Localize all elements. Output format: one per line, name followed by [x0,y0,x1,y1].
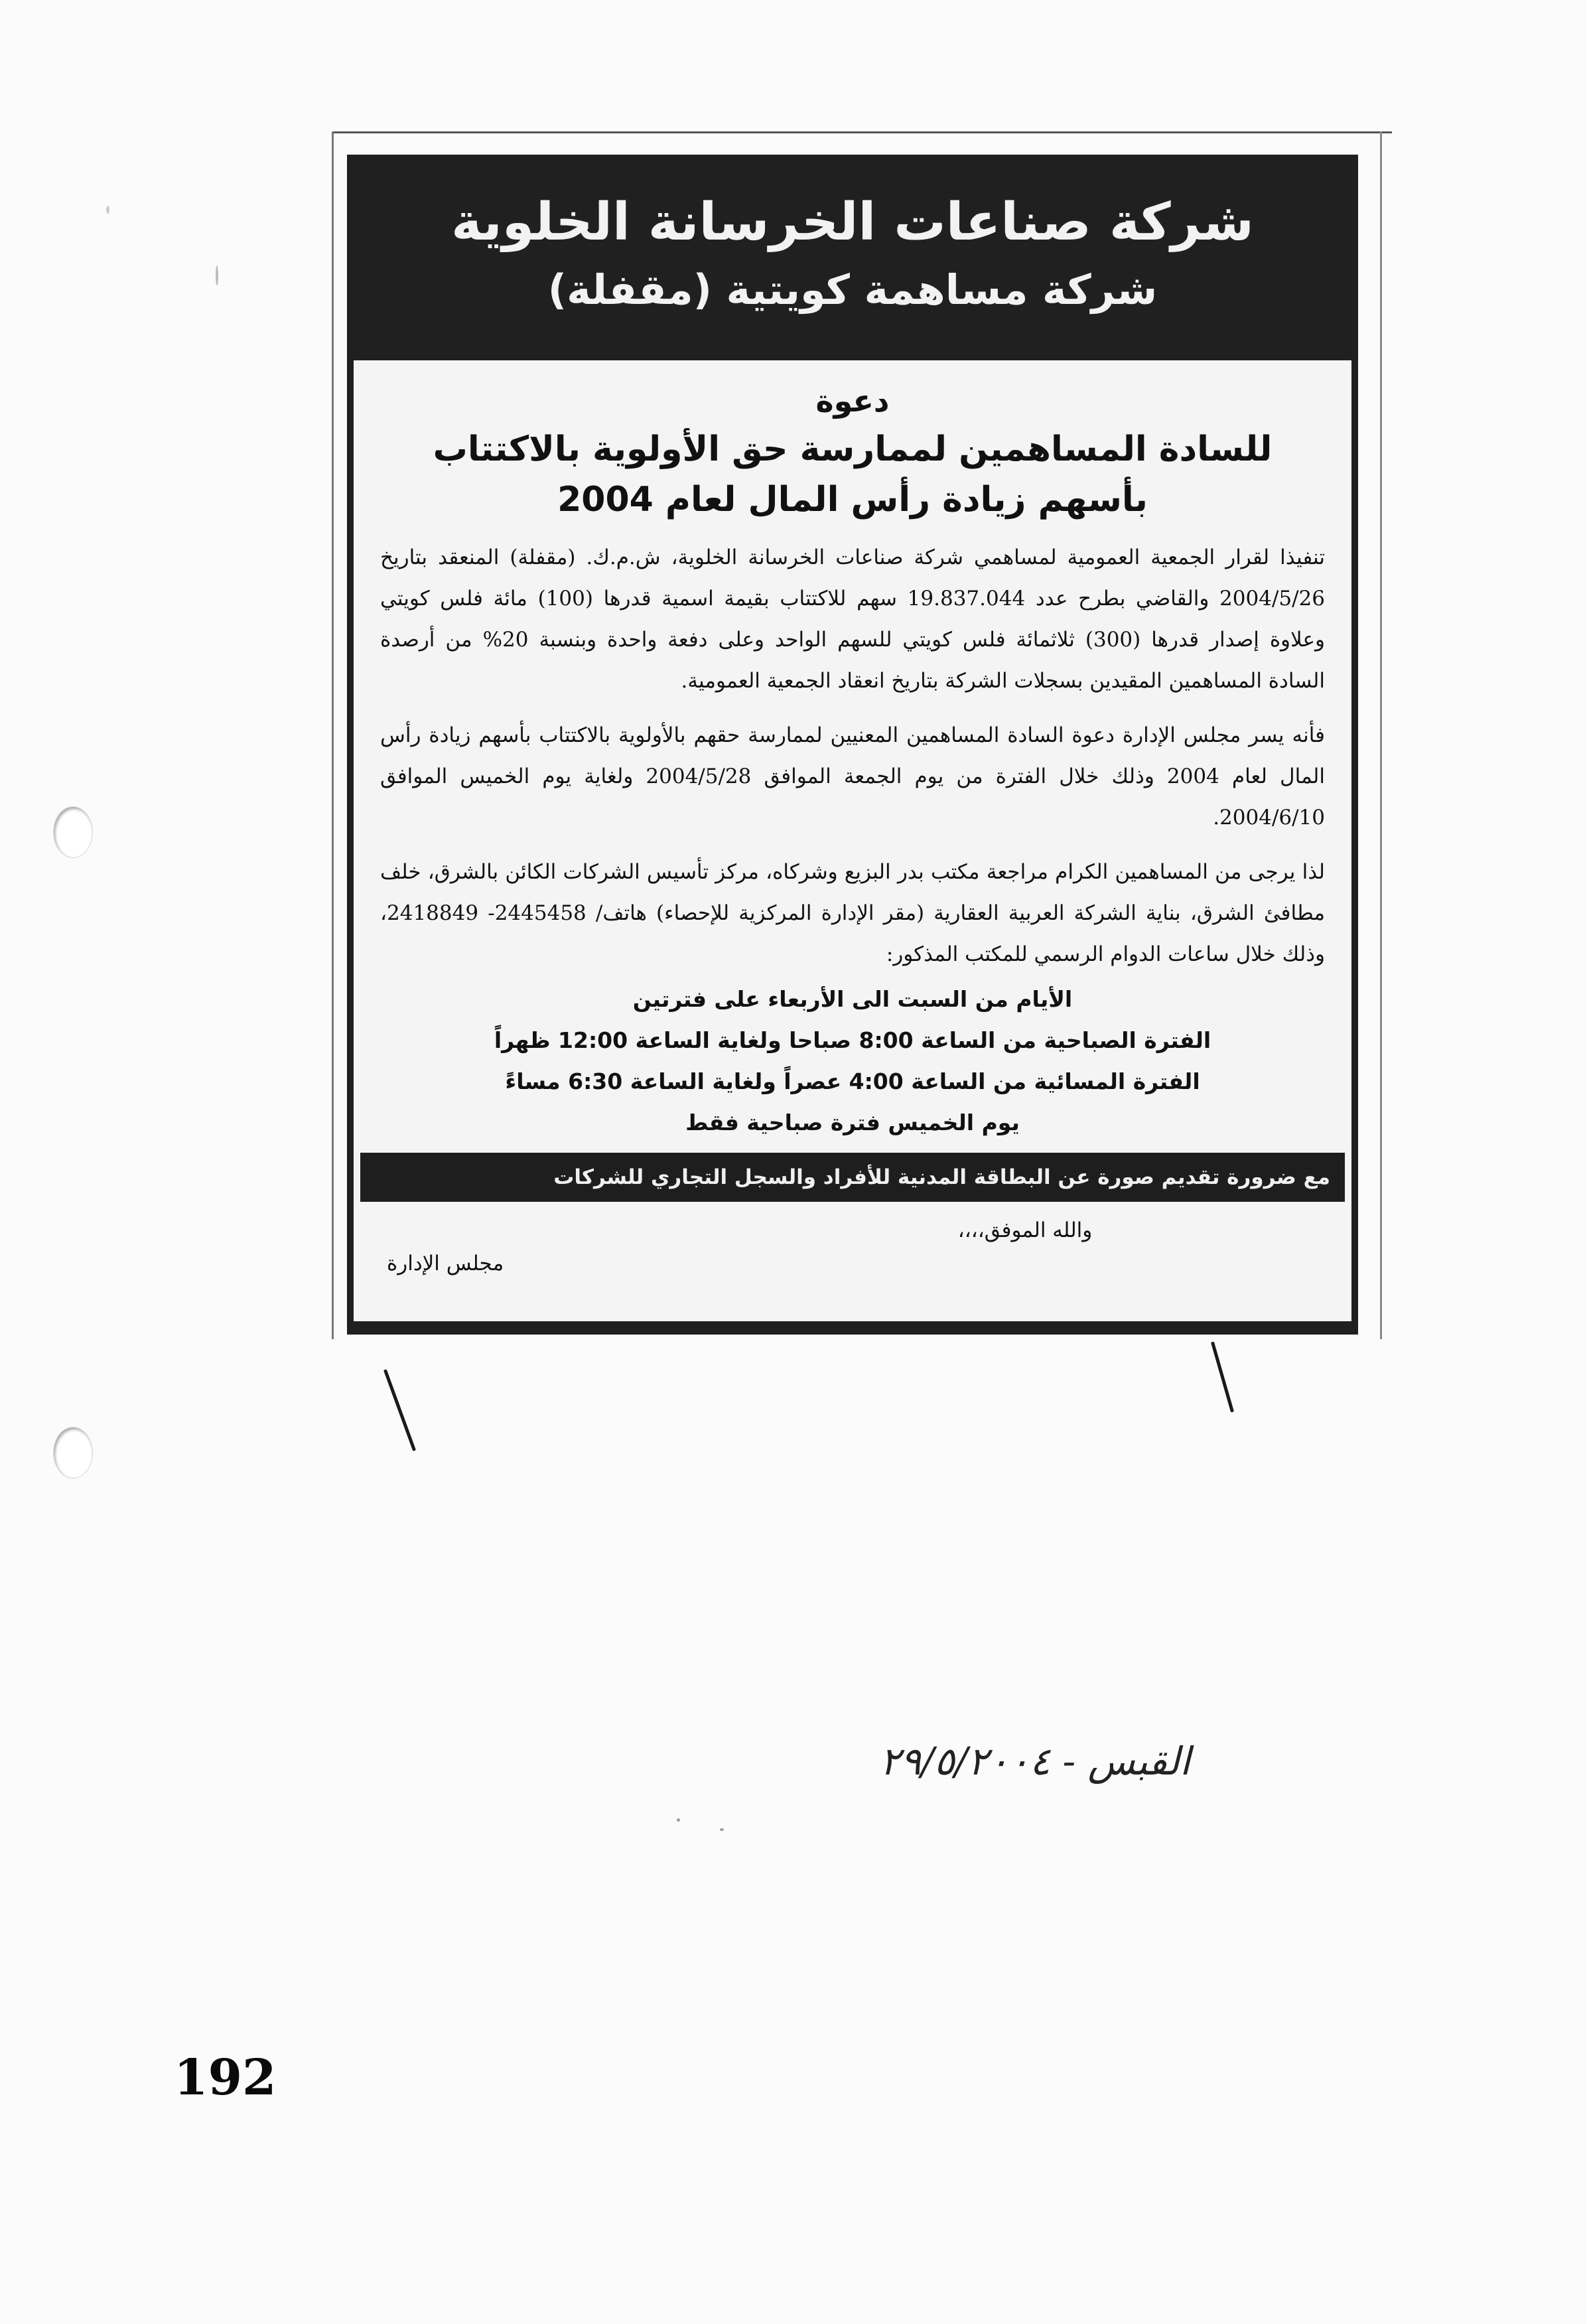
paragraph-office-location: لذا يرجى من المساهمين الكرام مراجعة مكتب بدر البزيع وشركاه، مركز تأسيس الشركات الكائن بالشرق، خلف مطافئ الشرق، بناية الشركة العربية العقارية (مقر الإدارة المركزية للإحصاء) هاتف/ 2445458- 2418849، وذلك خلال ساعات الدوام الرسمي للمكتب المذكور: [380,860,1325,966]
pen-mark [1211,1341,1234,1412]
schedule-line: الفترة الصباحية من الساعة 8:00 صباحا ولغاية الساعة 12:00 ظهراً [494,1027,1211,1053]
handwritten-source-date: القبس - ٢٩/٥/٢٠٠٤ [879,1739,1191,1784]
office-hours-schedule [380,979,1325,1143]
clipping-edge [332,131,334,1339]
schedule-line: يوم الخميس فترة صباحية فقط [685,1110,1020,1135]
schedule-line: الأيام من السبت الى الأربعاء على فترتين [632,986,1073,1012]
page-number: 192 [174,2049,277,2106]
invitation-subject-line2: بأسهم زيادة رأس المال لعام 2004 [557,480,1148,520]
ad-header [354,161,1351,360]
signature-board: مجلس الإدارة [387,1252,504,1275]
paper-speck [216,265,218,285]
clipping-edge [1380,131,1382,1339]
company-name: شركة صناعات الخرسانة الخلوية [451,192,1254,252]
punch-hole [53,1427,93,1479]
ad-body [354,360,1351,1321]
paragraph-resolution: تنفيذا لقرار الجمعية العمومية لمساهمي شركة صناعات الخرسانة الخلوية، ش.م.ك. (مقفلة) المنعقد بتاريخ 2004/5/26 والقاضي بطرح عدد 19.837.044 سهم للاكتتاب بقيمة اسمية قدرها (100) مائة فلس كويتي وعلاوة إصدار قدرها (300) ثلاثمائة فلس كويتي للسهم الواحد وعلى دفعة واحدة وبنسبة 20% من أرصدة السادة المساهمين المقيدين بسجلات الشركة بتاريخ انعقاد الجمعية العمومية. [380,545,1325,693]
company-type: شركة مساهمة كويتية (مقفلة) [547,265,1158,314]
paper-speck [677,1818,680,1822]
required-documents-banner: مع ضرورة تقديم صورة عن البطاقة المدنية للأفراد والسجل التجاري للشركات [360,1153,1345,1202]
paragraph-subscription-period: فأنه يسر مجلس الإدارة دعوة السادة المساهمين المعنيين لممارسة حقهم بالأولوية بالاكتتاب بأسهم زيادة رأس المال لعام 2004 وذلك خلال الفترة من يوم الجمعة الموافق 2004/5/28 ولغاية يوم الخميس الموافق 2004/6/10. [380,723,1325,830]
clipping-edge [332,131,1392,133]
punch-hole [53,806,93,858]
schedule-line: الفترة المسائية من الساعة 4:00 عصراً ولغاية الساعة 6:30 مساءً [505,1068,1200,1094]
newspaper-advertisement [347,155,1358,1335]
closing-phrase: والله الموفق،،،، [957,1218,1093,1242]
paper-speck [106,206,109,214]
paper-speck [720,1828,724,1831]
pen-mark [383,1369,416,1451]
invitation-subject-line1: للسادة المساهمين لممارسة حق الأولوية بالاكتتاب [433,429,1273,469]
invitation-heading: دعوة [815,383,890,419]
